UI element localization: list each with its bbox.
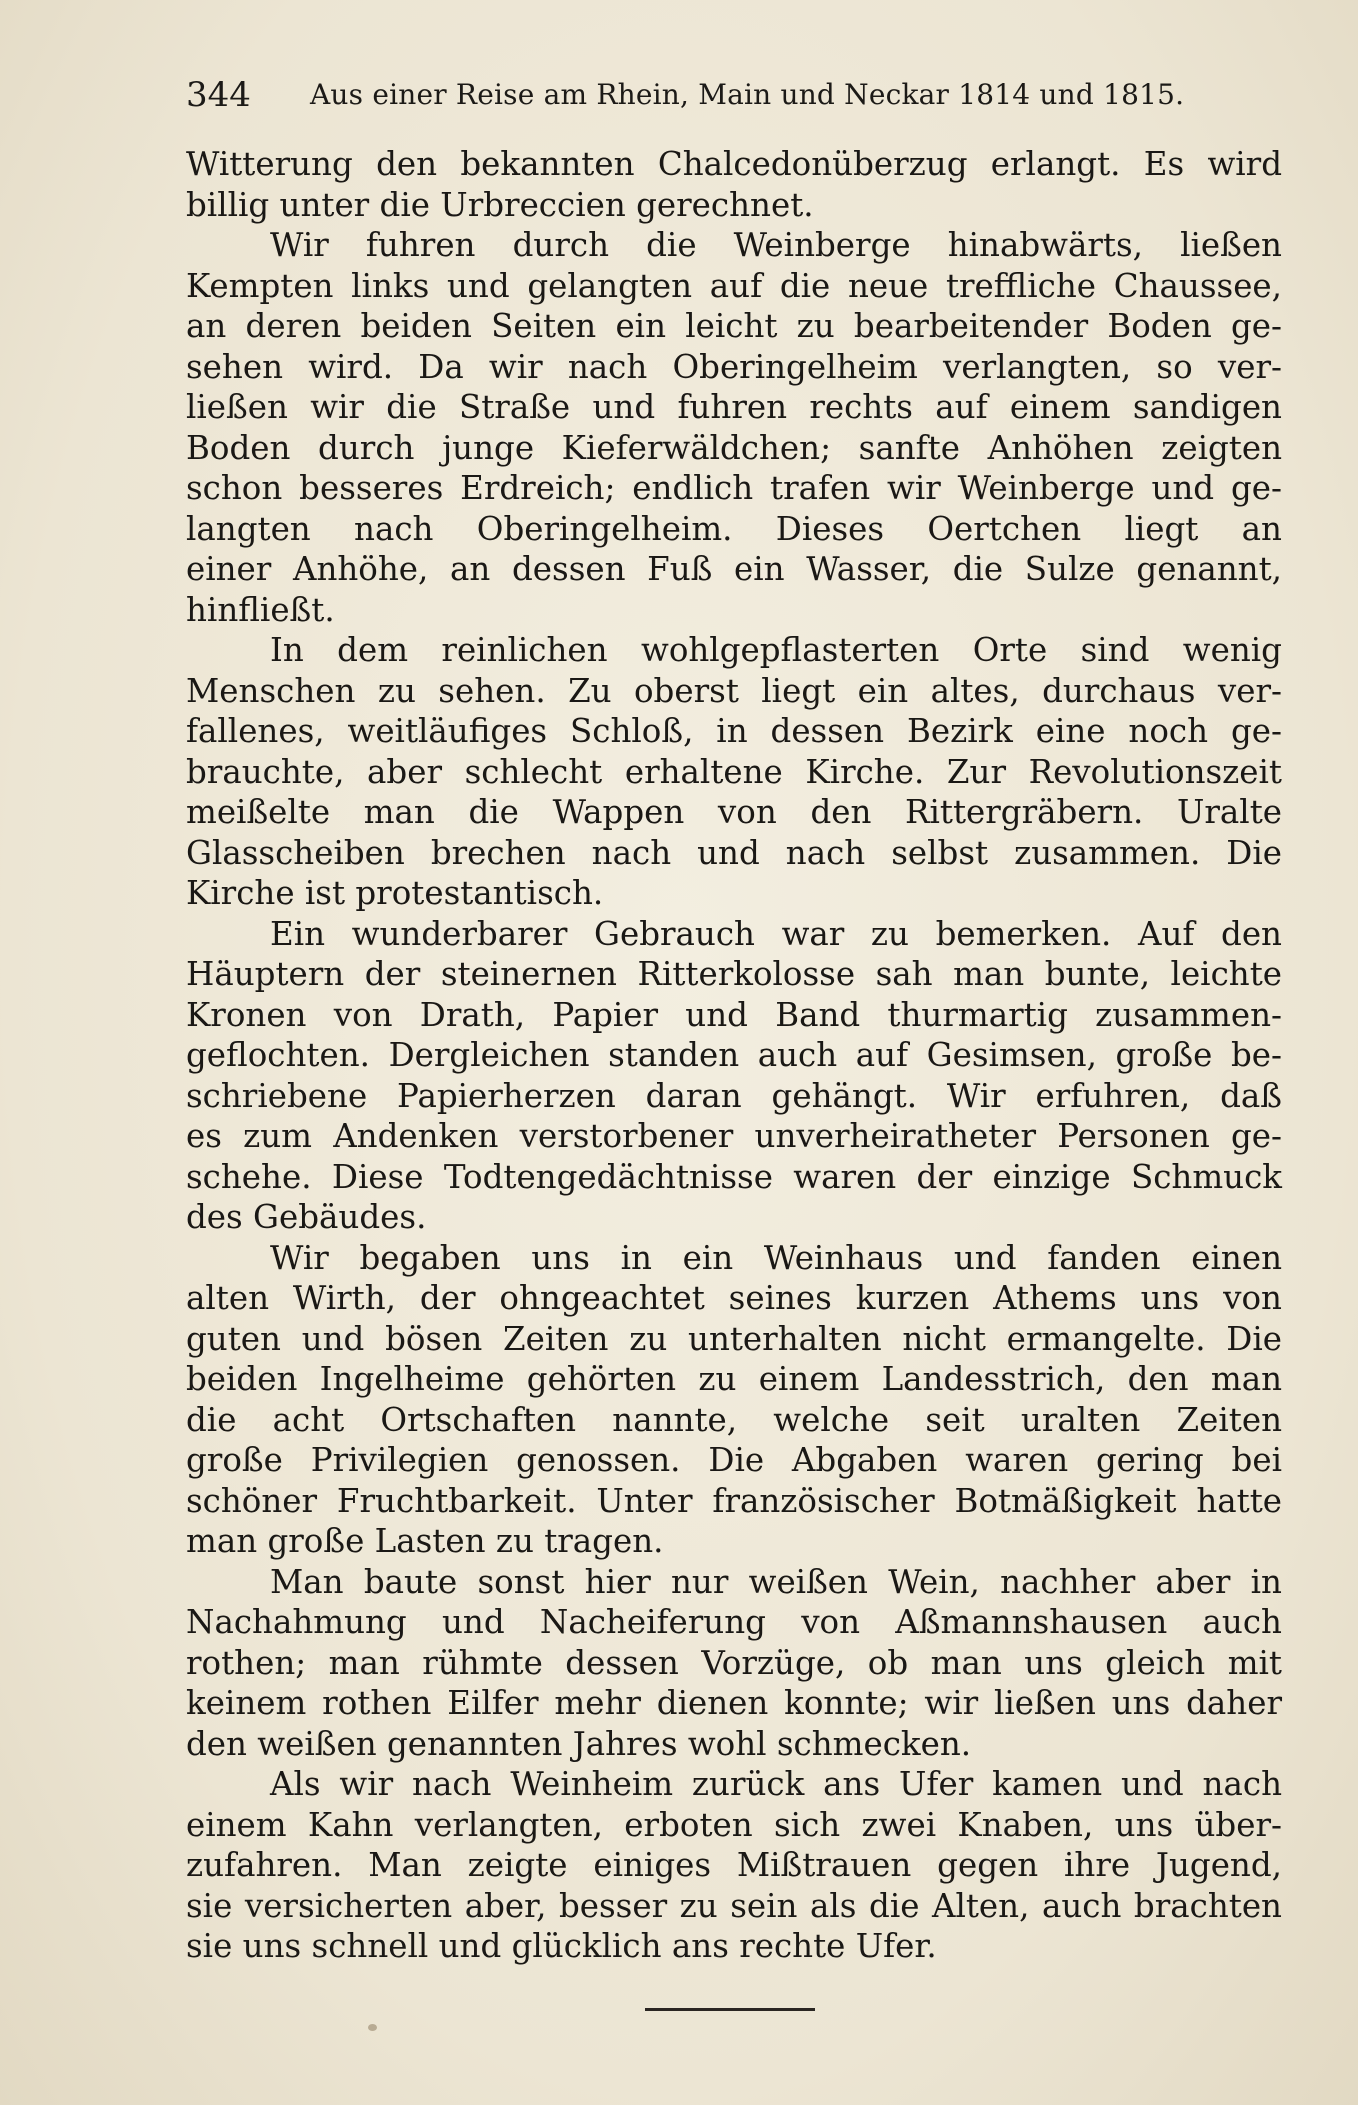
text-line: Man baute sonst hier nur weißen Wein, nachher aber in: [270, 1562, 1282, 1601]
paragraph: [186, 225, 1282, 630]
text-line: Menschen zu sehen. Zu oberst liegt ein altes, durchaus ver-: [186, 671, 1282, 710]
paragraph: [186, 144, 1282, 225]
text-line: schon besseres Erdreich; endlich trafen wir Weinberge und ge-: [186, 469, 1282, 507]
text-line: Nachahmung und Nacheiferung von Aßmannshausen auch: [186, 1603, 1282, 1641]
text-line: einem Kahn verlangten, erboten sich zwei Knaben, uns über-: [186, 1805, 1282, 1844]
text-line: an deren beiden Seiten ein leicht zu bearbeitender Boden ge-: [186, 307, 1282, 345]
text-line: große Privilegien genossen. Die Abgaben waren gering bei: [186, 1441, 1282, 1479]
text-line: schöner Fruchtbarkeit. Unter französischer Botmäßigkeit hatte: [186, 1481, 1282, 1520]
text-line: einer Anhöhe, an dessen Fuß ein Wasser, die Sulze genannt,: [186, 550, 1282, 588]
text-line: langten nach Oberingelheim. Dieses Oertchen liegt an: [186, 509, 1282, 548]
text-line: sie uns schnell und glücklich ans rechte Ufer.: [186, 1927, 937, 1965]
text-line: Kronen von Drath, Papier und Band thurmartig zusammen-: [186, 995, 1282, 1034]
text-line: guten und bösen Zeiten zu unterhalten nicht ermangelte. Die: [186, 1319, 1282, 1358]
text-line: Kempten links und gelangten auf die neue treffliche Chaussee,: [186, 266, 1282, 305]
text-line: ließen wir die Straße und fuhren rechts auf einem sandigen: [186, 388, 1282, 426]
text-line: Häuptern der steinernen Ritterkolosse sah man bunte, leichte: [186, 955, 1282, 993]
paragraph: [186, 1238, 1282, 1562]
paper-speck: [368, 2024, 377, 2031]
page-header: [186, 72, 1186, 118]
running-head: Aus einer Reise am Rhein, Main und Neckar 1814 und 1815.: [310, 78, 1185, 111]
text-line: Als wir nach Weinheim zurück ans Ufer kamen und nach: [270, 1765, 1282, 1803]
text-line: Boden durch junge Kieferwäldchen; sanfte Anhöhen zeigten: [186, 428, 1282, 467]
text-line: den weißen genannten Jahres wohl schmecken.: [186, 1724, 972, 1763]
text-line: Glasscheiben brechen nach und nach selbst zusammen. Die: [186, 833, 1282, 872]
paragraph: [186, 914, 1282, 1238]
end-rule: [645, 2008, 815, 2011]
text-line: meißelte man die Wappen von den Rittergräbern. Uralte: [186, 793, 1282, 831]
text-line: rothen; man rühmte dessen Vorzüge, ob man uns gleich mit: [186, 1643, 1282, 1682]
text-line: sie versicherten aber, besser zu sein als die Alten, auch brachten: [186, 1886, 1282, 1925]
text-line: schriebene Papierherzen daran gehängt. Wir erfuhren, daß: [186, 1076, 1282, 1115]
paragraph: [186, 1764, 1282, 1967]
text-line: billig unter die Urbreccien gerechnet.: [186, 185, 814, 224]
text-line: alten Wirth, der ohngeachtet seines kurzen Athems uns von: [186, 1279, 1282, 1317]
text-line: brauchte, aber schlecht erhaltene Kirche. Zur Revolutionszeit: [186, 752, 1282, 791]
text-line: beiden Ingelheime gehörten zu einem Landesstrich, den man: [186, 1360, 1282, 1398]
text-line: sehen wird. Da wir nach Oberingelheim verlangten, so ver-: [186, 347, 1282, 386]
text-line: schehe. Diese Todtengedächtnisse waren der einzige Schmuck: [186, 1157, 1282, 1196]
text-line: des Gebäudes.: [186, 1198, 427, 1236]
text-line: die acht Ortschaften nannte, welche seit uralten Zeiten: [186, 1400, 1282, 1439]
paragraph: [186, 1562, 1282, 1765]
text-line: In dem reinlichen wohlgepflasterten Orte sind wenig: [270, 631, 1282, 669]
body-text: [186, 144, 1282, 1967]
text-line: geflochten. Dergleichen standen auch auf Gesimsen, große be-: [186, 1036, 1282, 1074]
text-line: Wir begaben uns in ein Weinhaus und fanden einen: [270, 1238, 1282, 1277]
paragraph: [186, 630, 1282, 914]
text-line: es zum Andenken verstorbener unverheiratheter Personen ge-: [186, 1117, 1282, 1155]
text-line: man große Lasten zu tragen.: [186, 1522, 664, 1560]
text-line: zufahren. Man zeigte einiges Mißtrauen gegen ihre Jugend,: [186, 1846, 1282, 1884]
text-line: Witterung den bekannten Chalcedonüberzug erlangt. Es wird: [186, 145, 1282, 183]
text-line: fallenes, weitläufiges Schloß, in dessen Bezirk eine noch ge-: [186, 712, 1282, 750]
text-line: keinem rothen Eilfer mehr dienen konnte; wir ließen uns daher: [186, 1684, 1282, 1722]
text-line: Wir fuhren durch die Weinberge hinabwärts, ließen: [270, 226, 1282, 264]
page-number: 344: [186, 75, 251, 115]
text-line: hinfließt.: [186, 590, 335, 629]
text-line: Ein wunderbarer Gebrauch war zu bemerken. Auf den: [270, 914, 1282, 953]
text-line: Kirche ist protestantisch.: [186, 874, 604, 912]
